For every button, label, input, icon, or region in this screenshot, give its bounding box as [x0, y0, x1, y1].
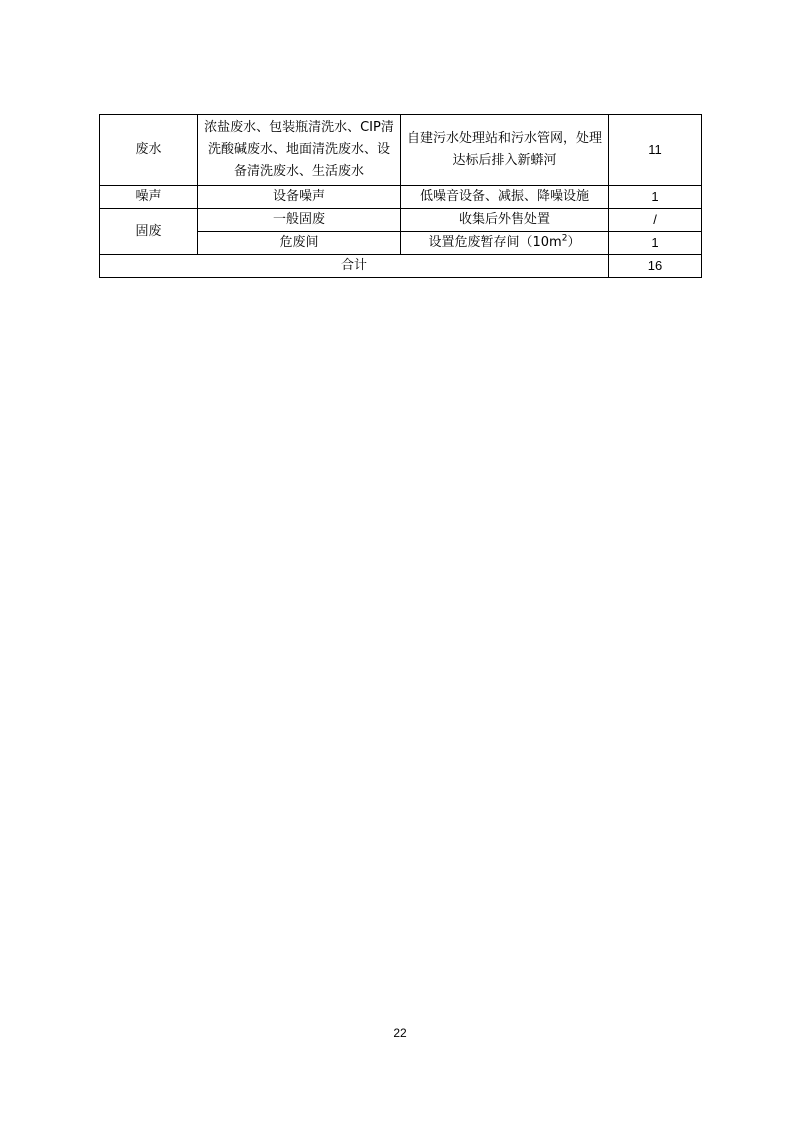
environmental-measures-table	[99, 114, 702, 278]
measure-suffix: ）	[567, 235, 581, 250]
total-label: 合计	[100, 255, 609, 278]
page-number: 22	[393, 1026, 407, 1040]
table-row	[100, 186, 702, 209]
pollution-source-cell: 设备噪声	[198, 186, 401, 209]
category-cell: 固废	[100, 209, 198, 255]
superscript: 2	[561, 233, 568, 244]
treatment-measure-cell	[401, 232, 609, 255]
category-cell: 噪声	[100, 186, 198, 209]
treatment-measure-cell: 收集后外售处置	[401, 209, 609, 232]
pollution-source-cell: 危废间	[198, 232, 401, 255]
pollution-source-cell: 浓盐废水、包装瓶清洗水、CIP清洗酸碱废水、地面清洗废水、设备清洗废水、生活废水	[198, 115, 401, 186]
investment-cell: 1	[609, 232, 702, 255]
measure-prefix: 设置危废暂存间（10m	[428, 235, 562, 250]
treatment-measure-cell: 低噪音设备、减振、降噪设施	[401, 186, 609, 209]
treatment-measure-cell: 自建污水处理站和污水管网，处理达标后排入新蟒河	[401, 115, 609, 186]
total-value: 16	[609, 255, 702, 278]
pollution-source-cell: 一般固废	[198, 209, 401, 232]
investment-cell: /	[609, 209, 702, 232]
category-cell: 废水	[100, 115, 198, 186]
table-row	[100, 115, 702, 186]
table-row	[100, 209, 702, 232]
investment-cell: 11	[609, 115, 702, 186]
total-row	[100, 255, 702, 278]
investment-cell: 1	[609, 186, 702, 209]
